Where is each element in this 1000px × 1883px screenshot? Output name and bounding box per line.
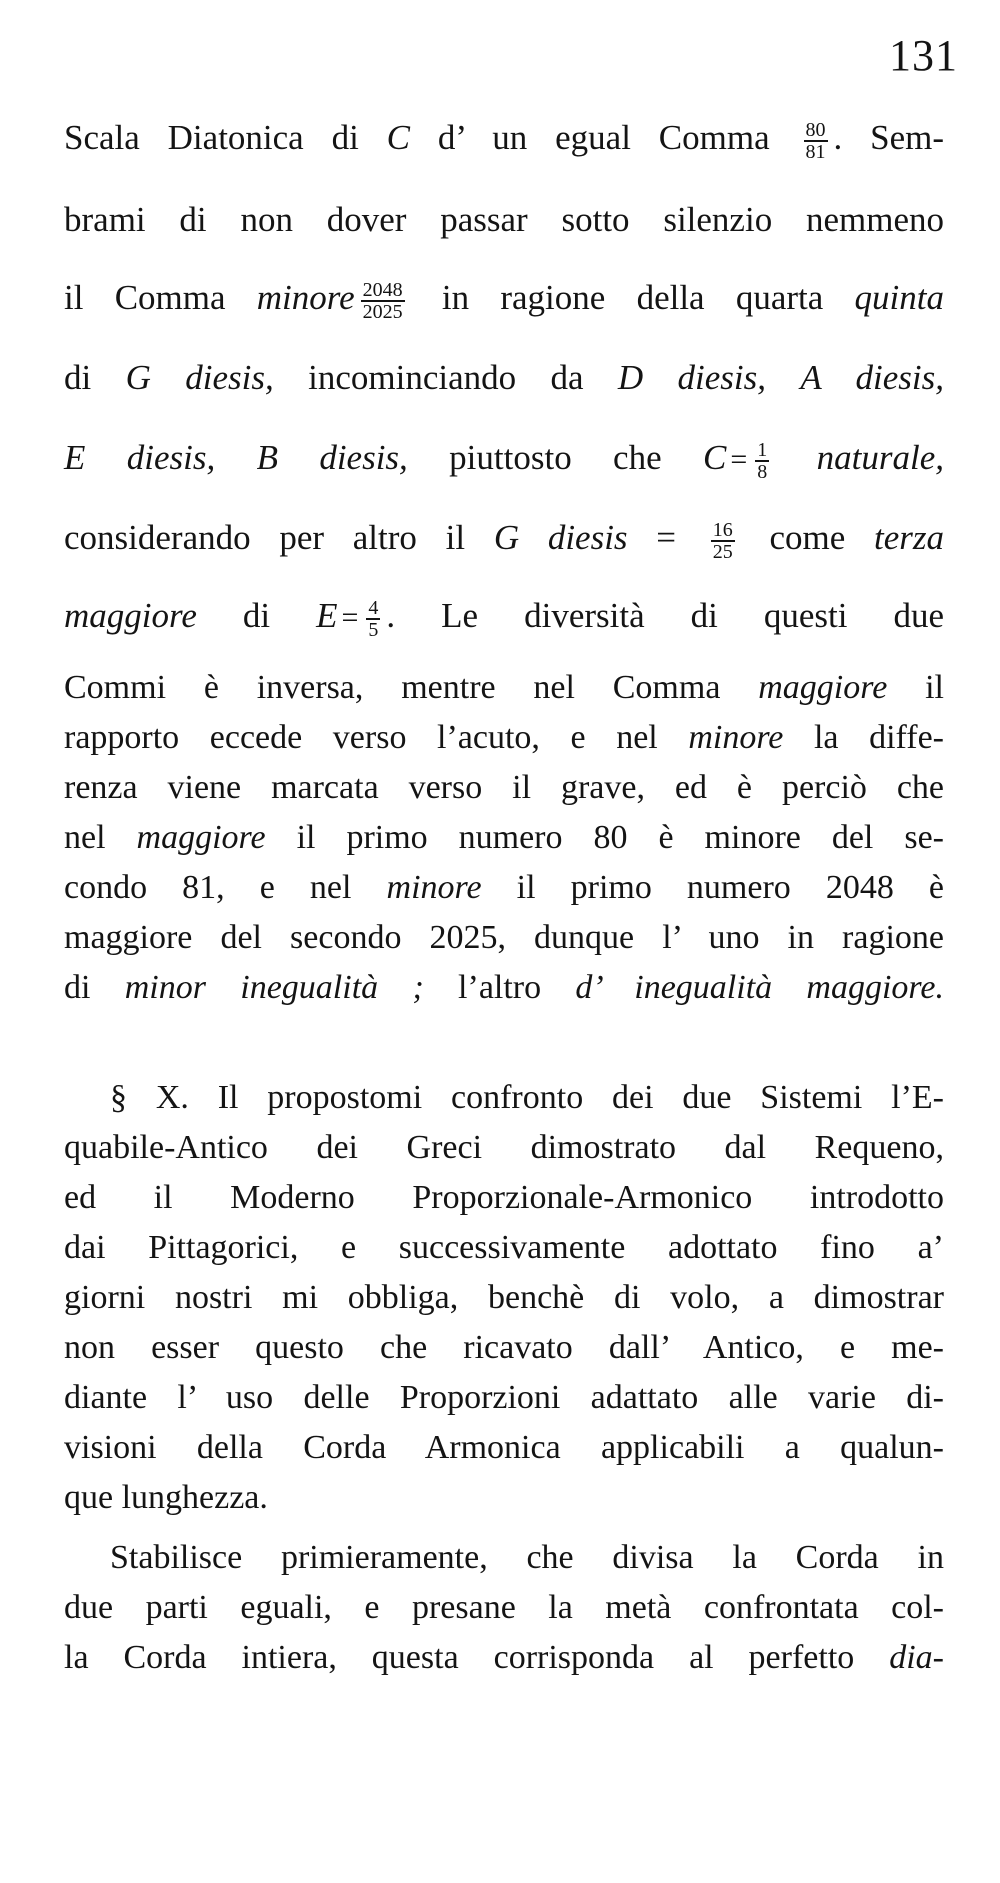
italic-run: minore — [688, 719, 784, 756]
text-run: . Le diversità di questi due — [386, 596, 944, 635]
text-line — [64, 1128, 944, 1168]
italic-run: C — [703, 438, 727, 477]
italic-run: maggiore — [136, 819, 266, 856]
text-line — [64, 118, 944, 162]
text-line — [64, 1278, 944, 1318]
text-line — [64, 200, 944, 240]
text-run: piuttosto che — [407, 438, 703, 477]
fraction — [366, 598, 380, 640]
text-run — [766, 358, 800, 397]
italic-run: terza — [874, 518, 945, 557]
text-run: = — [627, 518, 705, 557]
text-run: non esser questo che ricavato dall’ Antico, e me- — [64, 1329, 944, 1366]
text-run — [775, 438, 816, 477]
text-line — [64, 668, 944, 708]
text-run: di — [196, 596, 317, 635]
text-run: visioni della Corda Armonica applicabili a qualun- — [64, 1429, 944, 1466]
fraction-denominator: 2025 — [362, 300, 403, 323]
italic-run: quinta — [854, 278, 944, 317]
text-line — [64, 438, 944, 482]
text-run: giorni nostri mi obbliga, benchè di volo, a dimostrar — [64, 1279, 944, 1316]
fraction-denominator: 25 — [712, 540, 733, 563]
text-line — [64, 918, 944, 958]
text-line — [64, 596, 944, 640]
text-line — [64, 818, 944, 858]
text-run: Scala Diatonica di — [64, 118, 387, 157]
italic-run: G diesis — [493, 518, 628, 557]
text-line — [110, 1538, 944, 1578]
text-run: il Comma — [64, 278, 257, 317]
fraction-denominator: 5 — [368, 618, 379, 641]
text-line — [64, 1178, 944, 1218]
text-run: il primo numero 80 è minore del se- — [265, 819, 944, 856]
text-run: due parti eguali, e presane la metà confrontata col- — [64, 1589, 944, 1626]
fraction — [804, 120, 828, 162]
italic-run: E — [316, 596, 338, 635]
fraction-numerator: 16 — [712, 518, 733, 541]
italic-run: A diesis, — [800, 358, 944, 397]
italic-run: naturale, — [816, 438, 945, 477]
text-run: incominciando da — [273, 358, 618, 397]
text-line — [64, 1478, 944, 1518]
text-run: di — [64, 969, 125, 1006]
text-line — [64, 1638, 944, 1678]
text-run: brami di non dover passar sotto silenzio nemmeno — [64, 200, 944, 239]
text-run: d’ un egual Comma — [410, 118, 798, 157]
text-run: Commi è inversa, mentre nel Comma — [64, 669, 759, 706]
text-run: il — [887, 669, 944, 706]
text-line — [64, 518, 944, 562]
text-line — [64, 1228, 944, 1268]
text-line — [64, 1328, 944, 1368]
text-line — [64, 768, 944, 808]
fraction-denominator: 81 — [805, 140, 826, 163]
fraction — [711, 520, 735, 562]
text-run: la Corda intiera, questa corrisponda al perfetto — [64, 1639, 890, 1676]
fraction-numerator: 2048 — [362, 278, 403, 301]
text-line — [64, 1378, 944, 1418]
text-run: maggiore del secondo 2025, dunque l’ uno in ragione — [64, 919, 944, 956]
equals-sign: = — [341, 601, 357, 634]
text-run: § X. Il propostomi confronto dei due Sistemi l’E- — [110, 1079, 944, 1116]
fraction-denominator: 8 — [757, 460, 768, 483]
text-run: diante l’ uso delle Proporzioni adattato alle varie di- — [64, 1379, 944, 1416]
text-run: come — [740, 518, 875, 557]
italic-run: maggiore — [758, 669, 888, 706]
text-run: condo 81, e nel — [64, 869, 387, 906]
italic-run: minore — [256, 278, 355, 317]
italic-run: E diesis, B diesis, — [64, 438, 408, 477]
text-run: que lunghezza. — [64, 1479, 268, 1516]
page-number: 131 — [889, 31, 958, 80]
text-run: renza viene marcata verso il grave, ed è perciò che — [64, 769, 944, 806]
text-run: l’altro — [423, 969, 576, 1006]
text-run: nel — [64, 819, 137, 856]
text-run: Stabilisce primieramente, che divisa la Corda in — [110, 1539, 944, 1576]
text-run: ed il Moderno Proporzionale-Armonico introdotto — [64, 1179, 944, 1216]
text-line — [64, 868, 944, 908]
italic-run: minor inegualità ; — [124, 969, 424, 1006]
fraction-numerator: 4 — [368, 596, 379, 619]
text-run: il primo numero 2048 è — [481, 869, 945, 906]
italic-run: maggiore — [64, 596, 197, 635]
text-line — [64, 358, 944, 398]
text-line — [110, 1078, 944, 1118]
italic-run: G diesis, — [125, 358, 274, 397]
text-line — [64, 718, 944, 758]
fraction — [755, 440, 769, 482]
text-line — [64, 278, 944, 322]
equals-sign: = — [730, 443, 746, 476]
text-run: in ragione della quarta — [410, 278, 855, 317]
text-run: quabile-Antico dei Greci dimostrato dal Requeno, — [64, 1129, 944, 1166]
text-run: la diffe- — [783, 719, 944, 756]
text-run: rapporto eccede verso l’acuto, e nel — [64, 719, 689, 756]
fraction-numerator: 1 — [757, 438, 768, 461]
fraction-numerator: 80 — [805, 118, 826, 141]
italic-run: minore — [386, 869, 482, 906]
italic-run: C — [386, 118, 411, 157]
italic-run: dia- — [889, 1639, 944, 1676]
text-run: . Sem- — [833, 118, 944, 157]
text-run: dai Pittagorici, e successivamente adottato fino a’ — [64, 1229, 944, 1266]
italic-run: d’ inegualità maggiore. — [575, 969, 944, 1006]
text-line — [64, 1428, 944, 1468]
fraction — [361, 280, 405, 322]
italic-run: D diesis, — [617, 358, 767, 397]
text-run: di — [64, 358, 126, 397]
text-line — [64, 1588, 944, 1628]
text-run: considerando per altro il — [64, 518, 494, 557]
text-line — [64, 968, 944, 1008]
